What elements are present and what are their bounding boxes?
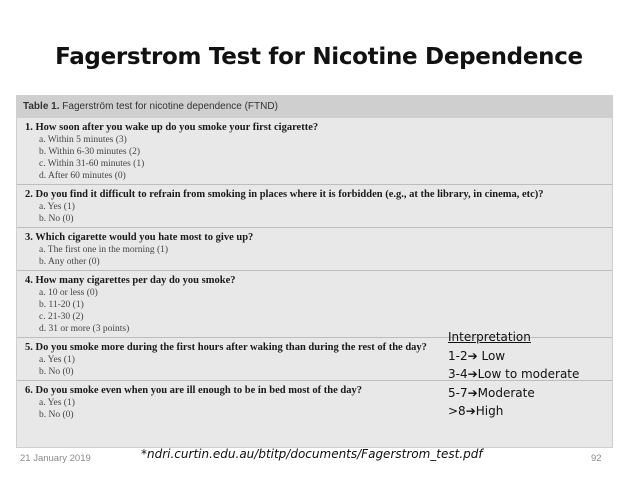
- answer-option: b. Within 6-30 minutes (2): [39, 147, 141, 157]
- question-row: [17, 118, 612, 184]
- answer-option: b. 11-20 (1): [39, 300, 84, 310]
- answer-option: a. The first one in the morning (1): [39, 245, 169, 255]
- answer-option: c. 21-30 (2): [39, 312, 84, 322]
- score-range: 5-7: [448, 385, 468, 400]
- interpretation-item: [448, 384, 579, 403]
- source-citation: *ndri.curtin.edu.au/btitp/documents/Fagerstrom_test.pdf: [141, 447, 483, 461]
- dependence-level: Low to moderate: [477, 367, 580, 381]
- arrow-right-icon: ➔: [465, 404, 476, 418]
- score-range: 3-4: [448, 367, 468, 381]
- answer-option: a. Yes (1): [39, 202, 75, 212]
- answer-option: b. Any other (0): [39, 257, 100, 267]
- interpretation-item: [448, 347, 579, 366]
- question-text: 2. Do you find it difficult to refrain from smoking in places where it is forbidden (e.g., at the library, in cinema, etc)?: [25, 189, 544, 200]
- arrow-right-icon: ➔: [467, 348, 478, 363]
- question-row: [17, 184, 612, 227]
- arrow-right-icon: ➔: [467, 367, 478, 381]
- dependence-level: High: [475, 404, 504, 418]
- dependence-level: Low: [477, 348, 506, 363]
- footer-date: 21 January 2019: [20, 453, 91, 464]
- question-text: 3. Which cigarette would you hate most to give up?: [25, 232, 254, 243]
- answer-option: c. Within 31-60 minutes (1): [39, 159, 145, 169]
- page-number: 92: [591, 453, 602, 464]
- table-caption: [17, 96, 612, 118]
- question-text: 1. How soon after you wake up do you smoke your first cigarette?: [25, 122, 319, 133]
- score-range: >8: [448, 404, 466, 418]
- table-caption-label: Table 1.: [23, 101, 60, 112]
- question-text: 4. How many cigarettes per day do you smoke?: [25, 275, 236, 286]
- interpretation-item: [448, 365, 579, 384]
- table-caption-text: Fagerström test for nicotine dependence (FTND): [59, 101, 278, 112]
- answer-option: b. No (0): [39, 410, 74, 420]
- answer-option: d. After 60 minutes (0): [39, 171, 126, 181]
- answer-option: a. Yes (1): [39, 398, 75, 408]
- interpretation-item: [448, 402, 579, 421]
- slide-title: Fagerstrom Test for Nicotine Dependence: [55, 44, 583, 70]
- interpretation-list: [448, 347, 579, 421]
- answer-option: d. 31 or more (3 points): [39, 324, 130, 334]
- interpretation-title: Interpretation: [448, 330, 531, 344]
- answer-option: b. No (0): [39, 367, 74, 377]
- question-row: [17, 227, 612, 270]
- answer-option: a. Within 5 minutes (3): [39, 135, 127, 145]
- question-row: [17, 270, 612, 337]
- answer-option: a. Yes (1): [39, 355, 75, 365]
- answer-option: a. 10 or less (0): [39, 288, 98, 298]
- score-range: 1-2: [448, 348, 468, 363]
- question-text: 6. Do you smoke even when you are ill enough to be in bed most of the day?: [25, 385, 362, 396]
- answer-option: b. No (0): [39, 214, 74, 224]
- dependence-level: Moderate: [477, 385, 535, 400]
- arrow-right-icon: ➔: [467, 385, 478, 400]
- interpretation-box: [448, 328, 579, 421]
- question-text: 5. Do you smoke more during the first hours after waking than during the rest of the day?: [25, 342, 427, 353]
